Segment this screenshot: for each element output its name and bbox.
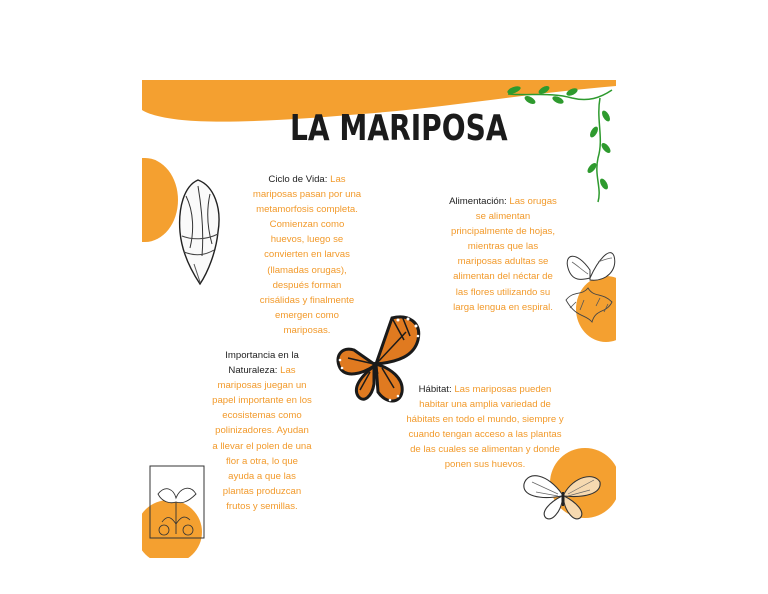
section-label: Importancia en la Naturaleza: xyxy=(225,350,299,377)
sketch-butterfly-icon xyxy=(520,464,604,524)
section-text: Las mariposas pueden habitar una amplia variedad de hábitats en todo el mundo, siempre y cuando tengan acceso a las plantas de las cuales se alimentan y donde ponen sus huevos. xyxy=(406,384,564,471)
flower-sketch-icon xyxy=(148,464,206,540)
section-text: Las mariposas pasan por una metamorfosis completa. Comienzan como huevos, luego se convierten en larvas (llamadas orugas), después forman crisálidas y finalmente emergen como mariposas. xyxy=(252,174,362,336)
vine-icon xyxy=(500,80,616,205)
section-label: Ciclo de Vida: xyxy=(268,174,328,185)
section-alimentacion xyxy=(448,194,558,315)
page-title: LA MARIPOSA xyxy=(290,108,508,149)
poster xyxy=(142,80,616,558)
section-label: Alimentación: xyxy=(449,196,507,207)
section-habitat xyxy=(406,382,564,473)
sketch-butterfly-icon xyxy=(562,230,616,340)
section-text: Las orugas se alimentan principalmente de hojas, mientras que las mariposas adultas se alimentan del néctar de las flores utilizando su larga lengua en espiral. xyxy=(451,196,557,313)
chrysalis-icon xyxy=(172,176,226,288)
section-label: Hábitat: xyxy=(418,384,452,395)
section-text: Las mariposas juegan un papel importante en los ecosistemas como polinizadores. Ayudan a llevar el polen de una flor a otra, lo que ayuda a que las plantas produzcan frutos y semillas. xyxy=(212,365,312,512)
section-importancia xyxy=(212,348,312,514)
section-ciclo-de-vida xyxy=(252,172,362,338)
